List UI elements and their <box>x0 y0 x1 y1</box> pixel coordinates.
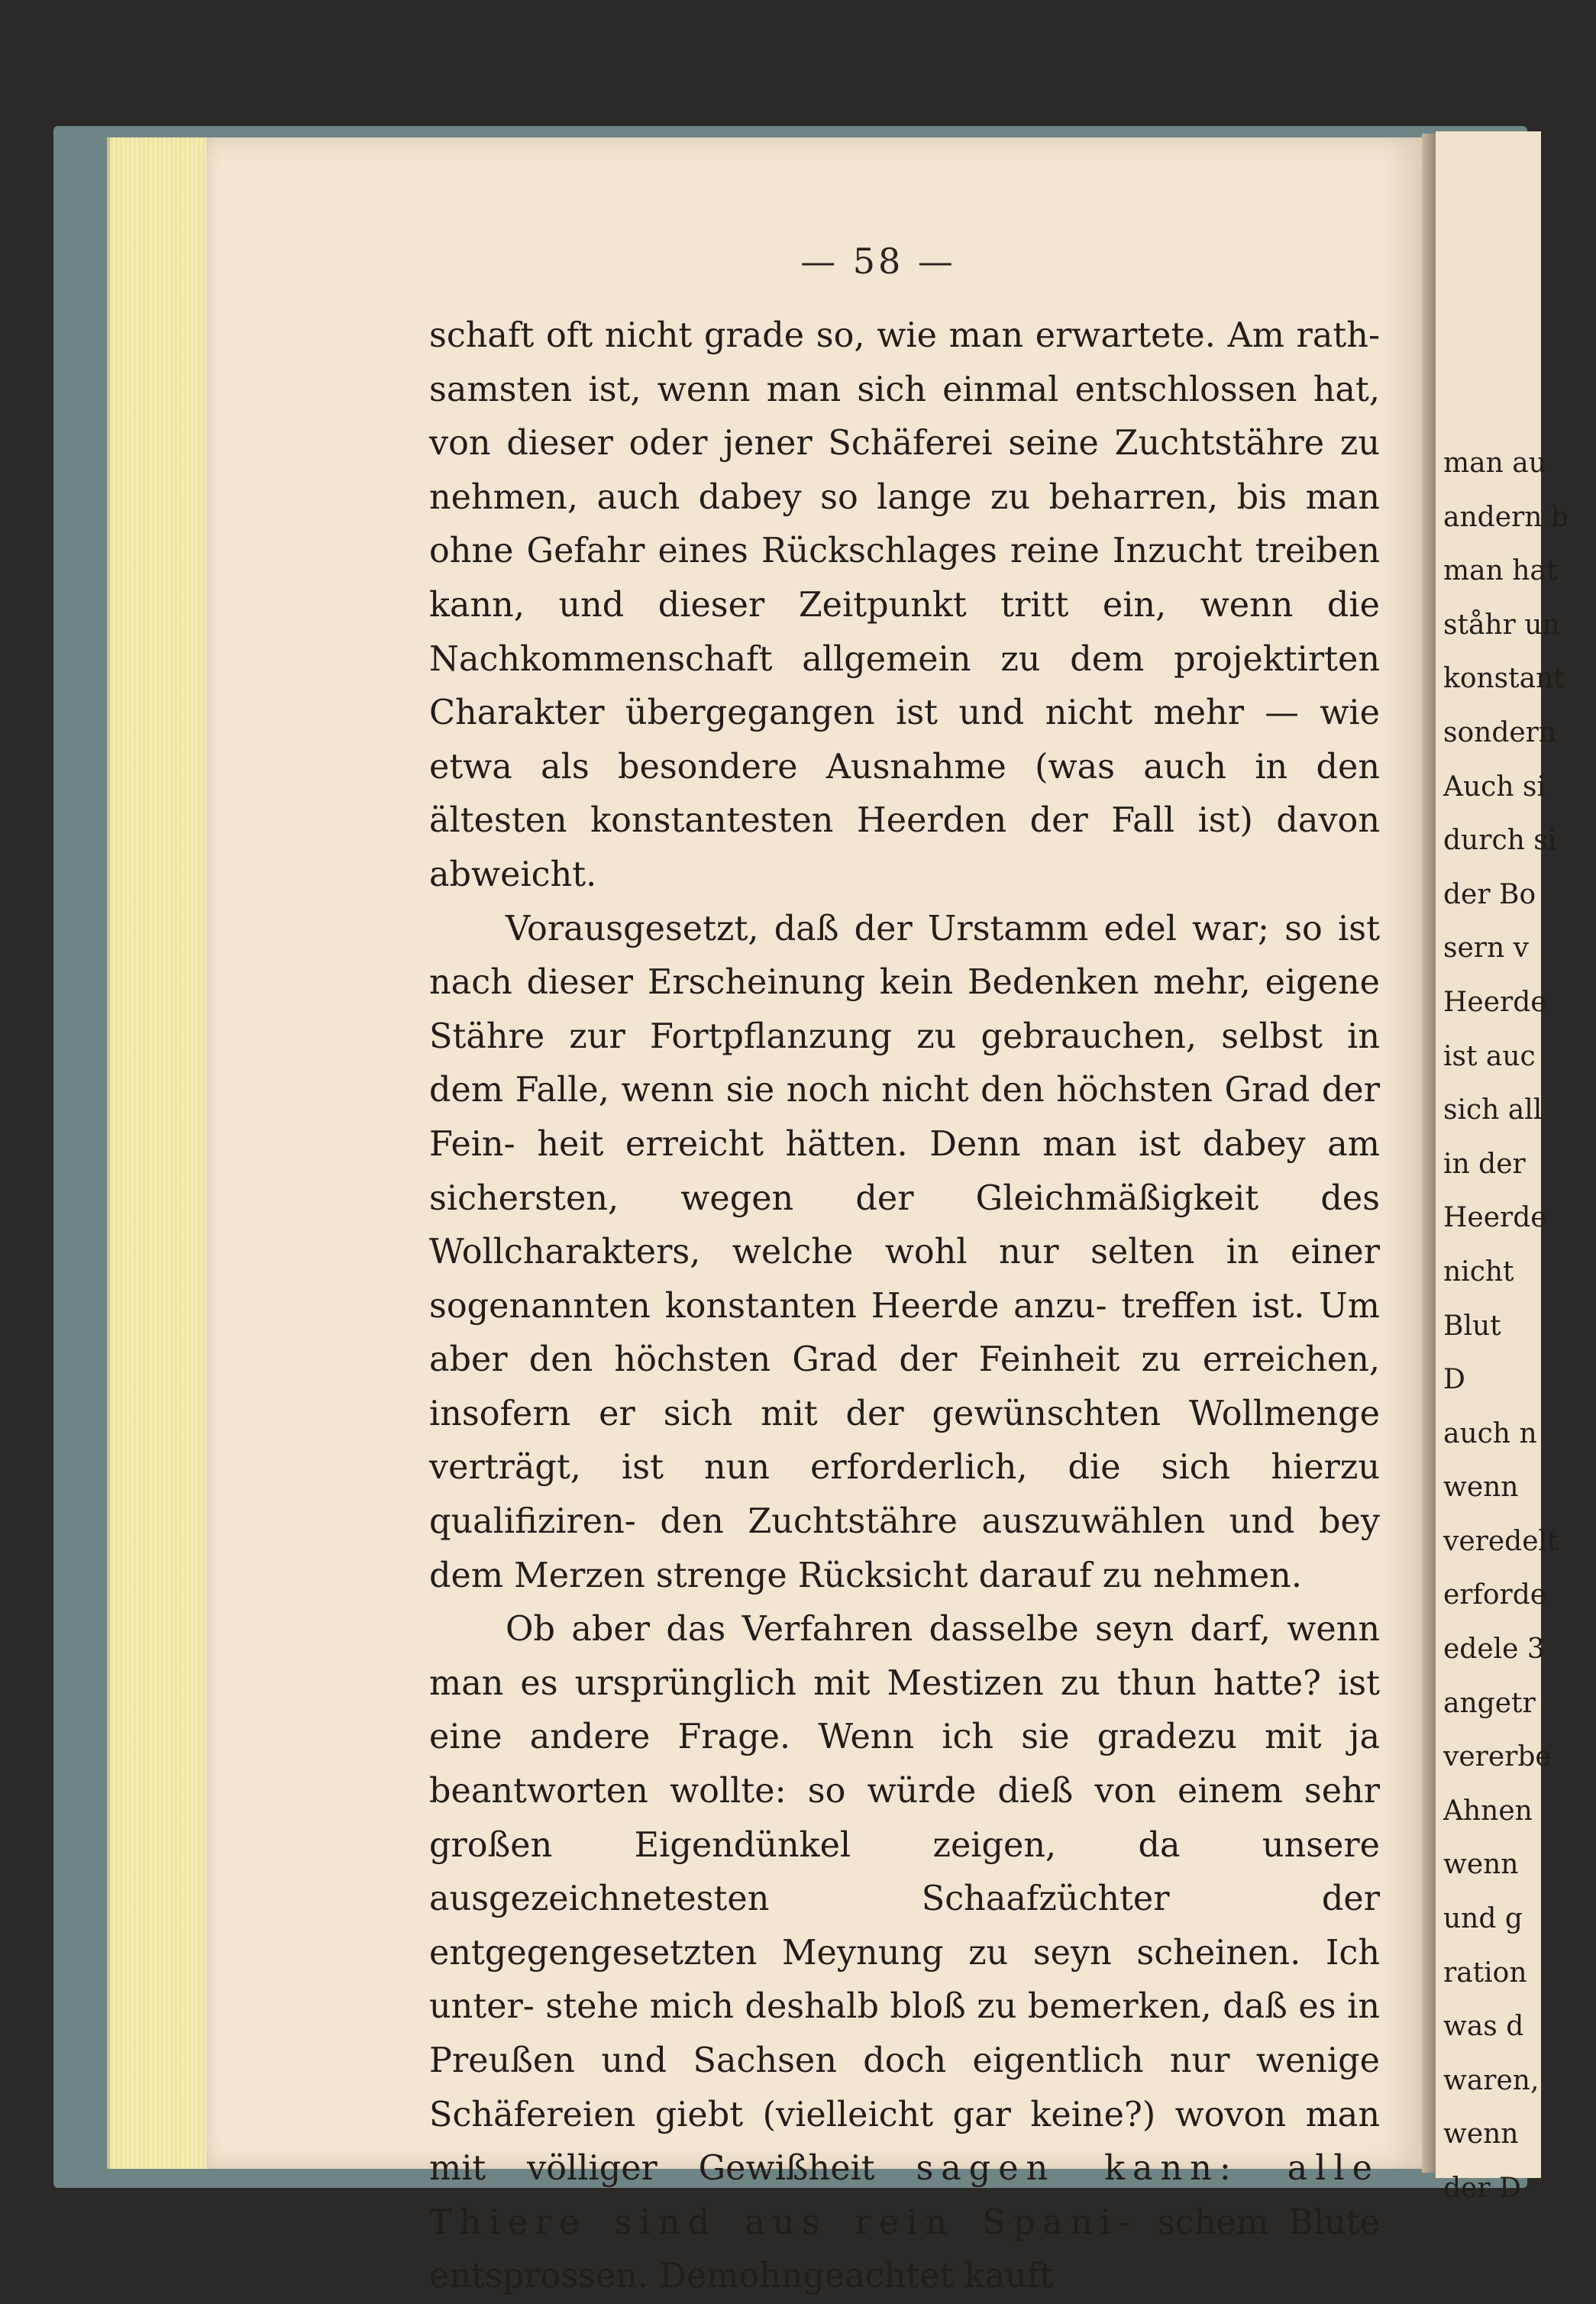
right-page-text <box>1443 437 1596 2216</box>
fragment-line: und g <box>1443 1903 1523 1935</box>
text-line: wollte: so würde dieß von einem sehr großen Eigendünkel <box>429 1772 1380 1865</box>
paragraph-2 <box>429 903 1380 1604</box>
fragment-line: der Bo <box>1443 878 1536 910</box>
text-line: entgegengesetzten Meynung zu seyn scheinen. Ich unter- <box>429 1933 1380 2027</box>
text-line: den Zuchtstähre auszuwählen und bey dem Merzen strenge <box>429 1502 1380 1595</box>
text-line: erreichen, insofern er sich mit der gewünschten Wollmenge <box>429 1340 1380 1433</box>
text-line: Vorausgesetzt, daß der Urstamm edel war; so ist <box>506 909 1380 948</box>
fragment-line: edele 3 <box>1443 1633 1545 1666</box>
fragment-line: nicht <box>1443 1255 1514 1288</box>
text-line: schem Blute entsprossen. Demohngeachtet kauft <box>429 2202 1380 2296</box>
fragment-line: durch si <box>1443 825 1557 857</box>
text-line: dieser oder jener Schäferei seine Zuchtstähre zu nehmen, <box>429 424 1380 517</box>
fragment-line: Heerde <box>1443 986 1547 1018</box>
text-line: man es ursprünglich mit Mestizen zu thun hatte? ist eine <box>429 1663 1380 1757</box>
fragment-line: ståhr un <box>1443 609 1560 641</box>
fragment-line: Blut <box>1443 1310 1501 1342</box>
body-text <box>429 309 1380 2304</box>
fragment-line: man au <box>1443 448 1546 479</box>
text-line: sagen kann: alle Thiere sind aus rein Spani- <box>429 2149 1380 2242</box>
text-line: stehe mich deshalb bloß zu bemerken, daß es in Preußen <box>429 1987 1380 2080</box>
fragment-line: in der <box>1443 1148 1526 1180</box>
text-line: nach dieser Erscheinung kein Bedenken mehr, eigene <box>429 963 1380 1003</box>
fragment-line: auch n <box>1443 1417 1537 1449</box>
text-line: nur selten in einer sogenannten konstanten Heerde anzu- <box>429 1233 1380 1326</box>
text-line: heit erreicht hätten. Denn man ist dabey am sichersten, <box>429 1124 1380 1218</box>
text-line: Zeitpunkt tritt ein, wenn die Nachkommenschaft allgemein <box>429 585 1380 679</box>
text-line: Stähre zur Fortpflanzung zu gebrauchen, selbst in dem <box>429 1016 1380 1110</box>
fragment-line: waren, <box>1443 2064 1539 2096</box>
text-line: verträgt, ist nun erforderlich, die sich hierzu qualifiziren- <box>429 1448 1380 1542</box>
page-number: — 58 — <box>800 241 956 282</box>
fragment-line: was d <box>1443 2011 1524 2043</box>
fragment-line: wenn <box>1443 1849 1519 1881</box>
fragment-line: angetr <box>1443 1687 1536 1719</box>
right-page-edge <box>1436 131 1569 2204</box>
fragment-line: ist auc <box>1443 1040 1536 1072</box>
text-line: in den ältesten konstantesten Heerden der Fall ist) davon <box>429 747 1380 841</box>
text-line: auch dabey so lange zu beharren, bis man ohne Gefahr <box>429 477 1380 571</box>
text-line: wegen der Gleichmäßigkeit des Wollcharakters, welche wohl <box>429 1178 1381 1272</box>
fragment-line: ration <box>1443 1957 1527 1989</box>
fragment-line: sondern <box>1443 716 1557 748</box>
fragment-line: wenn <box>1443 2118 1519 2151</box>
paragraph-3 <box>429 1603 1380 2304</box>
fragment-line: vererbe <box>1443 1741 1552 1773</box>
book-gutter <box>1422 134 1437 2173</box>
paragraph-1 <box>429 309 1380 903</box>
page-edges <box>107 137 217 2169</box>
text-line: eines Rückschlages reine Inzucht treiben kann, und dieser <box>429 532 1380 625</box>
fragment-line: Heerde <box>1443 1202 1547 1234</box>
text-line: Falle, wenn sie noch nicht den höchsten Grad der Fein- <box>429 1071 1380 1164</box>
fragment-line: konstant <box>1443 663 1565 695</box>
fragment-line: man hat <box>1443 555 1558 587</box>
fragment-line: veredelt <box>1443 1525 1559 1557</box>
fragment-line: sich all <box>1443 1094 1543 1126</box>
fragment-line: wenn <box>1443 1472 1519 1504</box>
text-line: samsten ist, wenn man sich einmal entschlossen hat, von <box>429 370 1380 464</box>
fragment-line: D <box>1443 1364 1465 1396</box>
fragment-line: andern b <box>1443 501 1569 533</box>
text-line: abweicht. <box>429 855 597 894</box>
fragment-line: sern v <box>1443 932 1529 965</box>
text-line: zu dem projektirten Charakter übergegangen ist und nicht <box>429 639 1380 733</box>
text-line: andere Frage. Wenn ich sie gradezu mit ja beantworten <box>429 1717 1380 1811</box>
text-line: treffen ist. Um aber den höchsten Grad der Feinheit zu <box>429 1286 1380 1380</box>
fragment-line: der D <box>1443 2173 1521 2204</box>
text-line: und Sachsen doch eigentlich nur wenige Schäfereien giebt <box>429 2041 1380 2134</box>
fragment-line: Ahnen <box>1443 1795 1533 1827</box>
text-line: Ob aber das Verfahren dasselbe seyn darf, wenn <box>506 1610 1380 1650</box>
text-line: Rücksicht darauf zu nehmen. <box>797 1556 1302 1595</box>
text-line: zeigen, da unsere ausgezeichnetesten Schaafzüchter der <box>429 1825 1380 1919</box>
text-line: mehr — wie etwa als besondere Ausnahme (was auch <box>429 693 1380 787</box>
text-line: schaft oft nicht grade so, wie man erwartete. Am rath- <box>429 316 1380 355</box>
fragment-line: erforde <box>1443 1579 1547 1611</box>
fragment-line: Auch si <box>1443 771 1546 803</box>
text-line: (vielleicht gar keine?) wovon man mit völliger Gewißheit <box>429 2095 1380 2189</box>
